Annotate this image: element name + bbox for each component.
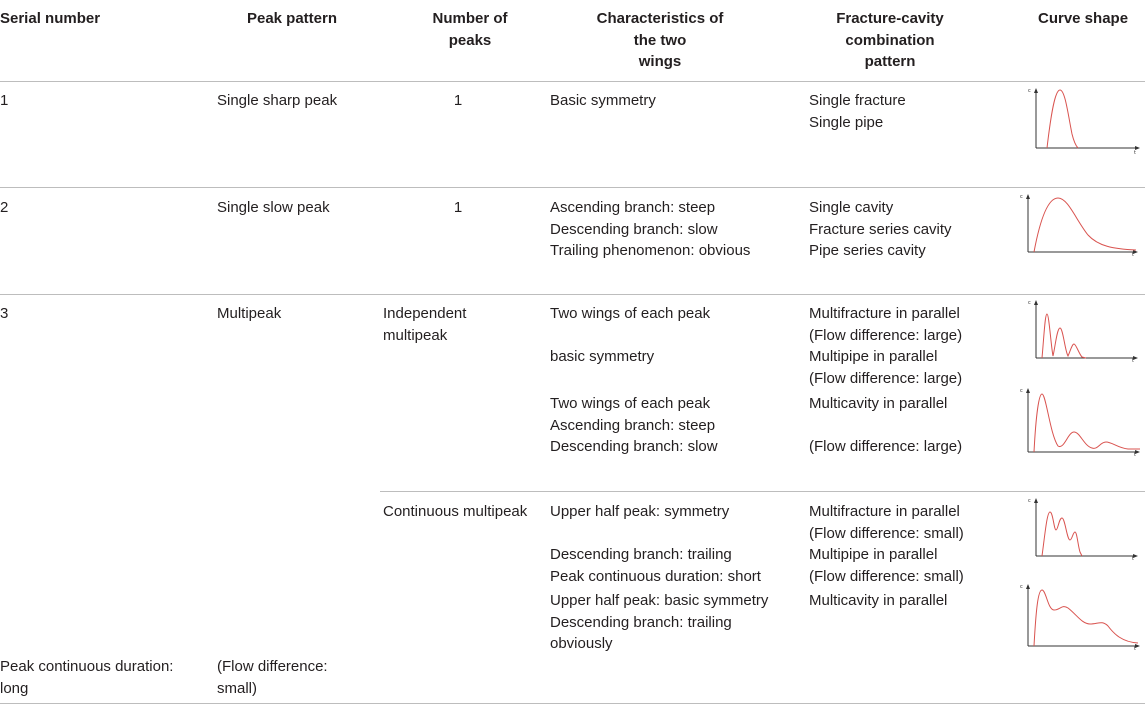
header-number-of-peaks-line-1: Number of [432, 10, 508, 27]
continuous-curve-a [1026, 494, 1144, 560]
row2-curve-chart [1018, 190, 1144, 256]
row2-axes [1026, 194, 1138, 254]
independent-combination-a-line-1: Multifracture in parallel [809, 305, 960, 322]
row2-rule [0, 294, 1145, 295]
header-combination-line-2: combination [845, 31, 935, 49]
continuous-combination-a [809, 501, 964, 544]
row1-combination-line-2: Single pipe [809, 113, 884, 131]
continuous-wings-c-line-2: Descending branch: trailing [550, 613, 732, 631]
footer-flow-difference-line-1: (Flow difference: [217, 658, 328, 675]
row2-combination-line-1: Single cavity [809, 199, 894, 216]
independent-curve-a-line [1042, 314, 1086, 358]
independent-combination-a [809, 303, 962, 346]
row2-combination [809, 197, 952, 262]
row1-number-of-peaks: 1 [453, 92, 463, 109]
independent-wings-b: basic symmetry [550, 348, 655, 365]
row2-y-axis-label: c [1020, 194, 1023, 200]
row3-peak-pattern: Multipeak [217, 305, 282, 322]
row1-curve-shape [1026, 84, 1144, 154]
independent-curve-c-line [1034, 394, 1140, 452]
row1-combination-line-1: Single fracture [809, 92, 906, 109]
independent-wings-c-line-1: Two wings of each peak [550, 395, 711, 412]
row3-inner-rule [380, 491, 1145, 492]
header-wings-line-3: wings [638, 53, 682, 70]
row2-combination-line-2: Fracture series cavity [809, 220, 952, 238]
continuous-wings-b-line-1: Descending branch: trailing [550, 546, 732, 563]
independent-curve-c-x-label: t [1134, 452, 1136, 458]
row2-wings-line-2: Descending branch: slow [550, 220, 718, 238]
row1-curve-chart [1026, 84, 1144, 154]
header-wings [560, 8, 760, 73]
footer-flow-difference-note [217, 656, 328, 699]
row2-x-axis-label: t [1132, 252, 1134, 258]
continuous-combination-b-line-2: (Flow difference: small) [809, 567, 964, 585]
continuous-combination-b [809, 544, 964, 587]
continuous-wings-b-line-2: Peak continuous duration: short [550, 567, 761, 585]
continuous-curve-c-axes [1026, 584, 1140, 648]
row2-number-of-peaks: 1 [453, 199, 463, 216]
row2-wings-line-3: Trailing phenomenon: obvious [550, 242, 751, 259]
continuous-combination-a-line-1: Multifracture in parallel [809, 503, 960, 520]
independent-combination-b-line-2: (Flow difference: large) [809, 369, 963, 387]
independent-combination-c1: Multicavity in parallel [809, 395, 948, 412]
header-wings-line-2: the two [633, 31, 687, 49]
independent-multipeak-line-2: multipeak [383, 326, 448, 344]
independent-curve-a-x-label: t [1132, 358, 1134, 364]
independent-combination-b [809, 346, 962, 389]
row1-wings: Basic symmetry [550, 92, 656, 109]
header-combination-pattern [800, 8, 980, 73]
header-curve-shape: Curve shape [1038, 10, 1129, 27]
row3-serial: 3 [0, 305, 9, 322]
continuous-combination-b-line-1: Multipipe in parallel [809, 546, 938, 563]
continuous-curve-a-chart [1026, 494, 1144, 560]
independent-curve-c [1018, 384, 1144, 456]
row2-wings [550, 197, 750, 262]
footer-duration-note [0, 656, 173, 699]
row1-combination [809, 90, 906, 133]
independent-combination-c2: (Flow difference: large) [809, 438, 963, 455]
independent-curve-c-chart [1018, 384, 1144, 456]
continuous-wings-c-line-1: Upper half peak: basic symmetry [550, 592, 769, 609]
header-serial-number: Serial number [0, 10, 101, 27]
continuous-curve-a-line [1042, 512, 1082, 556]
independent-curve-a [1026, 296, 1144, 362]
independent-curve-a-y-label: c [1028, 300, 1031, 306]
continuous-curve-a-axes [1034, 498, 1138, 558]
independent-curve-c-axes [1026, 388, 1140, 454]
continuous-wings-c-line-3: obviously [550, 635, 613, 652]
independent-combination-a-line-2: (Flow difference: large) [809, 326, 963, 344]
row2-curve-shape [1018, 190, 1144, 256]
continuous-curve-c [1018, 580, 1144, 652]
continuous-curve-a-x-label: t [1132, 556, 1134, 562]
continuous-wings-b [550, 544, 761, 587]
continuous-curve-c-chart [1018, 580, 1144, 652]
header-peak-pattern: Peak pattern [246, 10, 338, 27]
continuous-multipeak-label: Continuous multipeak [383, 503, 528, 520]
row2-curve-line [1034, 198, 1136, 252]
header-combination-line-3: pattern [864, 53, 916, 70]
header-wings-line-1: Characteristics of [596, 10, 724, 27]
independent-wings-c-line-2: Ascending branch: steep [550, 416, 716, 434]
header-combination-line-1: Fracture-cavity [836, 10, 944, 27]
continuous-curve-c-y-label: c [1020, 584, 1023, 590]
continuous-wings-a: Upper half peak: symmetry [550, 503, 730, 520]
independent-multipeak-label [383, 303, 466, 346]
continuous-curve-a-y-label: c [1028, 498, 1031, 504]
row1-axes [1034, 88, 1140, 150]
table-bottom-rule [0, 703, 1145, 704]
independent-combination-b-line-1: Multipipe in parallel [809, 348, 938, 365]
independent-multipeak-line-1: Independent [383, 305, 467, 322]
header-number-of-peaks-line-2: peaks [448, 31, 492, 49]
row2-wings-line-1: Ascending branch: steep [550, 199, 716, 216]
continuous-combination-a-line-2: (Flow difference: small) [809, 524, 964, 542]
row2-serial: 2 [0, 199, 9, 216]
continuous-wings-c [550, 590, 768, 655]
row1-rule [0, 187, 1145, 188]
continuous-curve-c-x-label: t [1134, 646, 1136, 652]
row1-serial: 1 [0, 92, 9, 109]
continuous-curve-c-line [1034, 590, 1138, 646]
independent-wings-c-line-3: Descending branch: slow [550, 438, 718, 455]
row1-x-axis-label: t [1134, 150, 1136, 156]
footer-flow-difference-line-2: small) [217, 679, 257, 697]
independent-wings-c [550, 393, 718, 458]
row2-peak-pattern: Single slow peak [217, 199, 330, 216]
row1-curve-line [1047, 90, 1078, 148]
row1-peak-pattern: Single sharp peak [217, 92, 338, 109]
row2-combination-line-3: Pipe series cavity [809, 242, 926, 259]
footer-duration-note-line-1: Peak continuous duration: [0, 658, 174, 675]
footer-duration-note-line-2: long [0, 679, 29, 697]
independent-curve-a-chart [1026, 296, 1144, 362]
independent-curve-c-y-label: c [1020, 388, 1023, 394]
independent-wings-a: Two wings of each peak [550, 305, 711, 322]
header-number-of-peaks [390, 8, 550, 51]
continuous-combination-c: Multicavity in parallel [809, 592, 948, 609]
header-rule [0, 81, 1145, 82]
row1-y-axis-label: c [1028, 88, 1031, 94]
